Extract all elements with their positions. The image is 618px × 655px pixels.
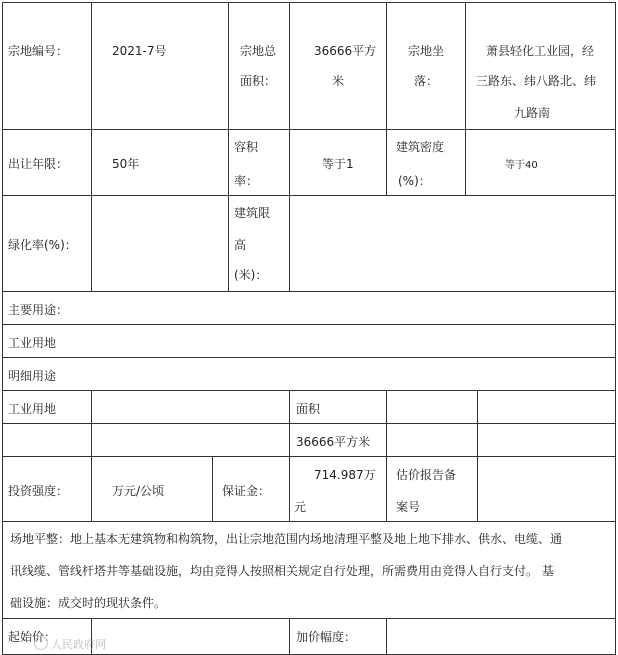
blank-cell-f — [477, 423, 616, 457]
parcel-location-value-line2: 三路东、纬八路北、纬 — [476, 74, 597, 88]
watermark-logo-icon — [34, 636, 48, 650]
blank-cell-d — [91, 423, 290, 457]
height-label-line2: 高 — [234, 238, 247, 252]
parcel-area-value-cell — [289, 2, 387, 130]
height-label-line1: 建筑限 — [234, 206, 271, 220]
parcel-area-label-line2: 面积： — [240, 74, 277, 88]
investment-value: 万元/公顷 — [112, 484, 165, 498]
term-value: 50年 — [112, 157, 140, 171]
parcel-id-label-cell — [2, 2, 92, 130]
height-value-cell — [289, 195, 616, 292]
site-conditions-line2: 讯线缆、管线杆塔井等基础设施，均由竞得人按照相关规定自行处理，所需费用由竞得人自行支付。 基 — [10, 564, 554, 578]
blank-cell-a — [386, 390, 478, 424]
parcel-area-value-line2: 米 — [332, 74, 345, 88]
density-value-cell — [465, 129, 616, 196]
watermark — [34, 636, 106, 652]
blank-cell-b — [477, 390, 616, 424]
appraisal-label-line1: 估价报告备 — [396, 468, 457, 482]
parcel-location-value-line3: 九路南 — [514, 106, 551, 120]
site-conditions-line3: 础设施：成交时的现状条件。 — [10, 596, 167, 610]
area-value: 36666平方米 — [296, 435, 371, 449]
density-label-line2: (%)： — [398, 174, 431, 188]
parcel-id-value-cell — [91, 2, 229, 130]
site-conditions-line1: 场地平整：地上基本无建筑物和构筑物，出让宗地范围内场地清理平整及地上地下排水、供水、电缆、通 — [10, 532, 563, 546]
far-label-line1: 容积 — [234, 140, 259, 154]
green-label: 绿化率(%)： — [8, 238, 77, 252]
parcel-location-label-line1: 宗地坐 — [408, 44, 445, 58]
parcel-location-label-line2: 落： — [414, 74, 439, 88]
start-price-value-cell — [91, 618, 290, 655]
green-value-cell — [91, 195, 229, 292]
increment-label: 加价幅度： — [296, 630, 357, 644]
height-label-line3: (米)： — [234, 268, 268, 282]
parcel-location-value-line1: 萧县轻化工业园，经 — [486, 44, 595, 58]
main-use-label: 主要用途： — [8, 303, 69, 317]
far-value: 等于1 — [322, 157, 354, 171]
main-use-label-row — [2, 291, 616, 325]
parcel-location-label-cell — [386, 2, 466, 130]
blank-cell-c — [2, 423, 92, 457]
deposit-value-line2: 元 — [294, 500, 307, 514]
density-label-line1: 建筑密度 — [396, 140, 445, 154]
detail-use-label-row — [2, 357, 616, 391]
area-header: 面积 — [296, 402, 321, 416]
appraisal-value-cell — [477, 456, 616, 522]
parcel-area-value-line1: 36666平方 — [314, 44, 377, 58]
far-label-line2: 率： — [234, 174, 259, 188]
blank-cell-e — [386, 423, 478, 457]
deposit-value-line1: 714.987万 — [314, 468, 376, 482]
start-price-label: 起始价： — [8, 630, 57, 644]
term-label: 出让年限： — [8, 157, 69, 171]
main-use-value: 工业用地 — [8, 336, 57, 350]
main-use-value-row — [2, 324, 616, 358]
increment-value-cell — [386, 618, 616, 655]
parcel-id-value: 2021-7号 — [112, 44, 167, 58]
watermark-text: 人民政府网 — [51, 638, 106, 651]
detail-use-value: 工业用地 — [8, 402, 57, 416]
density-value: 等于40 — [505, 160, 538, 171]
parcel-area-label-cell — [228, 2, 290, 130]
detail-use-label: 明细用途 — [8, 369, 57, 383]
appraisal-label-line2: 案号 — [396, 500, 421, 514]
parcel-id-label: 宗地编号： — [8, 44, 69, 58]
parcel-area-label-line1: 宗地总 — [240, 44, 277, 58]
investment-label: 投资强度： — [8, 484, 69, 498]
deposit-label: 保证金： — [222, 484, 271, 498]
detail-empty-cell — [91, 390, 290, 424]
